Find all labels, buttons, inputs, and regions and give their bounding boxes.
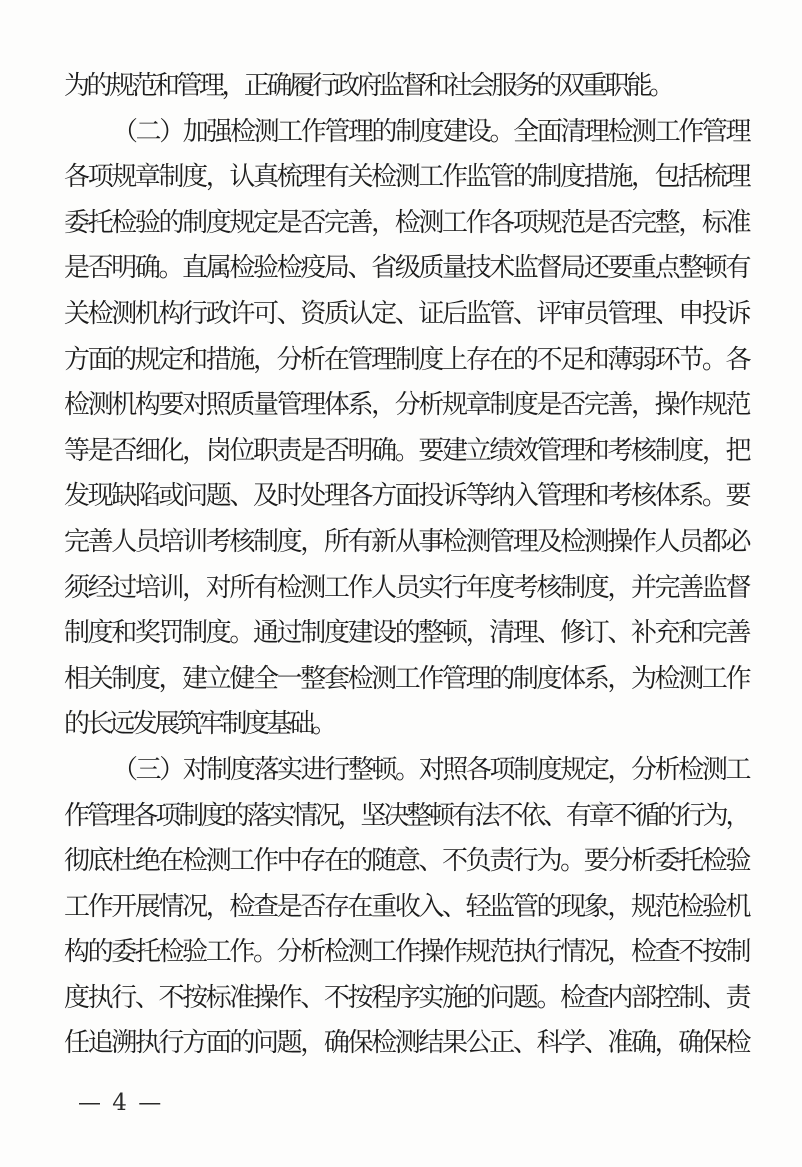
- text-line: （三）对制度落实进行整顿。对照各项制度规定，分析检测工: [112, 754, 748, 785]
- text-line: 发现缺陷或问题、及时处理各方面投诉等纳入管理和考核体系。要: [64, 481, 748, 512]
- text-line: 作管理各项制度的落实情况，坚决整顿有法不依、有章不循的行为，: [64, 800, 748, 831]
- text-line: 各项规章制度，认真梳理有关检测工作监管的制度措施，包括梳理: [64, 162, 748, 193]
- text-line: 任追溯执行方面的问题，确保检测结果公正、科学、准确，确保检: [64, 1028, 748, 1059]
- text-line: 相关制度，建立健全一整套检测工作管理的制度体系，为检测工作: [64, 663, 748, 694]
- text-line: 为的规范和管理，正确履行政府监督和社会服务的双重职能。: [64, 71, 672, 101]
- document-body: [64, 64, 748, 1067]
- text-line: 委托检验的制度规定是否完善，检测工作各项规范是否完整，标准: [64, 207, 748, 238]
- text-line: 须经过培训，对所有检测工作人员实行年度考核制度，并完善监督: [64, 572, 748, 603]
- text-line: 是否明确。直属检验检疫局、省级质量技术监督局还要重点整顿有: [64, 253, 748, 284]
- text-line: 完善人员培训考核制度，所有新从事检测管理及检测操作人员都必: [64, 526, 748, 557]
- text-line: 方面的规定和措施，分析在管理制度上存在的不足和薄弱环节。各: [64, 344, 748, 375]
- text-line: 工作开展情况，检查是否存在重收入、轻监管的现象，规范检验机: [64, 891, 748, 922]
- page-number: — 4 —: [78, 1090, 164, 1116]
- text-line: 检测机构要对照质量管理体系，分析规章制度是否完善，操作规范: [64, 390, 748, 421]
- text-line: 构的委托检验工作。分析检测工作操作规范执行情况，检查不按制: [64, 937, 748, 968]
- text-line: 制度和奖罚制度。通过制度建设的整顿，清理、修订、补充和完善: [64, 618, 748, 649]
- text-line: 的长远发展筑牢制度基础。: [64, 709, 335, 740]
- text-line: 彻底杜绝在检测工作中存在的随意、不负责行为。要分析委托检验: [64, 846, 748, 877]
- text-line: （二）加强检测工作管理的制度建设。全面清理检测工作管理: [112, 116, 748, 147]
- text-line: 度执行、不按标准操作、不按程序实施的问题。检查内部控制、责: [64, 982, 748, 1013]
- text-line: 关检测机构行政许可、资质认定、证后监管、评审员管理、申投诉: [64, 298, 748, 329]
- text-line: 等是否细化，岗位职责是否明确。要建立绩效管理和考核制度，把: [64, 435, 748, 466]
